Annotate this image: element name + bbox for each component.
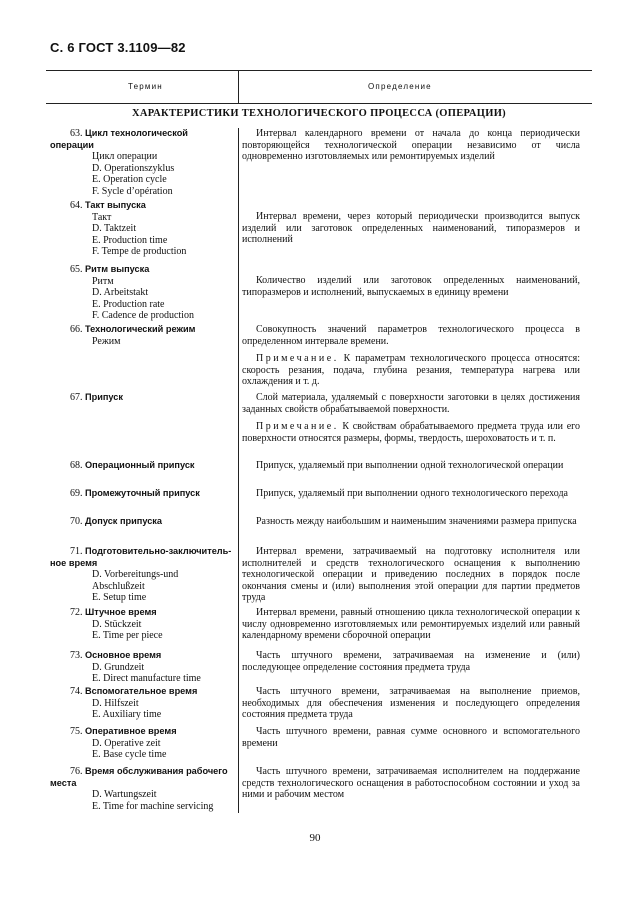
term-name: Припуск bbox=[85, 392, 124, 402]
term-english: E. Production rate bbox=[92, 298, 165, 310]
definition-cell bbox=[242, 275, 580, 298]
definition-text: Разность между наибольшим и наименьшим значениями размера припуска bbox=[256, 516, 577, 527]
term-german: D. Taktzeit bbox=[92, 223, 137, 235]
definition-cell bbox=[242, 516, 580, 528]
term-english: E. Setup time bbox=[92, 592, 147, 604]
term-name: Цикл технологической bbox=[85, 128, 188, 138]
term-name: Операционный припуск bbox=[85, 460, 195, 470]
section-title: ХАРАКТЕРИСТИКИ ТЕХНОЛОГИЧЕСКОГО ПРОЦЕССА (ОПЕРАЦИИ) bbox=[132, 108, 506, 119]
definition-cell bbox=[242, 726, 580, 749]
definition-text: Количество изделий или заготовок определенных наименований, типоразмеров и исполнений, выпускаемых в единицу времени bbox=[242, 275, 580, 298]
term-name-cont: операции bbox=[50, 139, 94, 150]
definition-cell bbox=[242, 546, 580, 604]
term-english: E. Production time bbox=[92, 234, 168, 246]
term-number: 64. bbox=[70, 200, 83, 211]
term-cell bbox=[50, 488, 238, 500]
term-german: D. Operationszyklus bbox=[92, 162, 175, 174]
definition-cell bbox=[242, 128, 580, 163]
term-name: Технологический режим bbox=[85, 324, 196, 334]
definition-cell bbox=[242, 650, 580, 673]
definition-note bbox=[242, 421, 580, 444]
term-german: D. Wartungszeit bbox=[92, 789, 157, 801]
term-cell bbox=[50, 264, 238, 322]
term-name: Промежуточный припуск bbox=[85, 488, 200, 498]
term-german: D. Arbeitstakt bbox=[92, 287, 149, 299]
term-name-cont: места bbox=[50, 777, 77, 788]
term-cell bbox=[50, 726, 238, 761]
term-synonym: Цикл операции bbox=[92, 151, 158, 163]
definition-text: Припуск, удаляемый при выполнении одной технологической операции bbox=[256, 460, 564, 471]
term-cell bbox=[50, 392, 238, 404]
definition-text: Припуск, удаляемый при выполнении одного технологического перехода bbox=[256, 488, 568, 499]
term-number: 67. bbox=[70, 392, 83, 403]
definition-cell bbox=[242, 324, 580, 388]
term-english: E. Time per piece bbox=[92, 630, 163, 642]
column-header-term: Термин bbox=[128, 82, 163, 91]
term-german-cont: Abschlußzeit bbox=[92, 580, 145, 592]
term-english: E. Direct manufacture time bbox=[92, 673, 201, 685]
term-cell bbox=[50, 766, 238, 812]
page-number: 90 bbox=[309, 832, 321, 844]
note-label: Примечание. bbox=[256, 353, 339, 365]
term-number: 73. bbox=[70, 650, 83, 661]
definition-cell bbox=[242, 488, 580, 500]
term-cell bbox=[50, 686, 238, 721]
term-cell bbox=[50, 324, 238, 347]
term-synonym: Режим bbox=[92, 335, 121, 347]
term-cell bbox=[50, 607, 238, 642]
terms-table bbox=[46, 70, 592, 813]
term-number: 66. bbox=[70, 324, 83, 335]
term-synonym: Такт bbox=[92, 211, 112, 223]
definition-note bbox=[242, 353, 580, 388]
term-cell bbox=[50, 546, 238, 604]
definition-text: Интервал календарного времени от начала до конца периодически повторяющейся технологической операции независимо от числа одновременно изготовляемых или ремонтируемых изделий bbox=[242, 128, 580, 163]
term-number: 65. bbox=[70, 264, 83, 275]
note-text: К свойствам обрабатываемого предмета труда или его поверхности относятся размеры, формы, твердость, шероховатость и т. п. bbox=[242, 421, 580, 444]
header-bottom-border bbox=[46, 103, 592, 104]
term-english: E. Auxiliary time bbox=[92, 709, 162, 721]
table-top-border bbox=[46, 70, 592, 71]
definition-text: Интервал времени, равный отношению цикла технологической операции к числу одновременно изготовляемых или ремонтируемых изделий или равный календарному времени сборочной операции bbox=[242, 607, 580, 642]
term-german: D. Grundzeit bbox=[92, 661, 145, 673]
definition-text: Часть штучного времени, затрачиваемая на изменение и (или) последующее определение состояния предмета труда bbox=[242, 650, 580, 673]
definition-cell bbox=[242, 766, 580, 801]
term-french: F. Sycle d’opération bbox=[92, 185, 173, 197]
term-german: D. Operative zeit bbox=[92, 737, 161, 749]
term-name: Время обслуживания рабочего bbox=[85, 766, 228, 776]
term-number: 63. bbox=[70, 128, 83, 139]
term-name: Вспомогательное время bbox=[85, 686, 198, 696]
definition-cell bbox=[242, 392, 580, 444]
term-english: E. Base cycle time bbox=[92, 749, 167, 761]
term-number: 74. bbox=[70, 686, 83, 697]
term-name-cont: ное время bbox=[50, 557, 98, 568]
page-header: С. 6 ГОСТ 3.1109—82 bbox=[50, 40, 186, 55]
definition-cell bbox=[242, 686, 580, 721]
term-cell bbox=[50, 200, 238, 258]
term-german: D. Stückzeit bbox=[92, 618, 142, 630]
term-name: Штучное время bbox=[85, 607, 157, 617]
term-synonym: Ритм bbox=[92, 275, 114, 287]
term-name: Основное время bbox=[85, 650, 162, 660]
definition-text: Слой материала, удаляемый с поверхности заготовки в целях достижения заданных свойств обрабатываемой поверхности. bbox=[242, 392, 580, 415]
definition-cell bbox=[242, 607, 580, 642]
definition-text: Совокупность значений параметров технологического процесса в определенном интервале времени. bbox=[242, 324, 580, 347]
term-number: 69. bbox=[70, 488, 83, 499]
definition-text: Интервал времени, через который периодически производится выпуск изделий или заготовок определенных наименований, типоразмеров и исполнений bbox=[242, 211, 580, 246]
term-name: Допуск припуска bbox=[85, 516, 163, 526]
note-label: Примечание. bbox=[256, 421, 339, 433]
term-number: 75. bbox=[70, 726, 83, 737]
term-name: Такт выпуска bbox=[85, 200, 146, 210]
term-cell bbox=[50, 516, 238, 528]
term-number: 70. bbox=[70, 516, 83, 527]
term-name: Оперативное время bbox=[85, 726, 177, 736]
term-name: Ритм выпуска bbox=[85, 264, 150, 274]
definition-cell bbox=[242, 460, 580, 472]
term-french: F. Cadence de production bbox=[92, 310, 194, 322]
term-cell bbox=[50, 128, 238, 198]
column-header-definition: Определение bbox=[368, 82, 432, 91]
definition-text: Интервал времени, затрачиваемый на подготовку исполнителя или исполнителей и средств технологического оснащения к выполнению технологической операции и приведению последних в порядок после окончания смены и (или) выполнения этой операции для партии предметов труда bbox=[242, 546, 580, 604]
term-cell bbox=[50, 650, 238, 685]
column-divider bbox=[238, 128, 239, 813]
term-number: 68. bbox=[70, 460, 83, 471]
term-french: F. Tempe de production bbox=[92, 246, 187, 258]
term-number: 71. bbox=[70, 546, 83, 557]
term-german: D. Vorbereitungs-und bbox=[92, 569, 179, 581]
term-number: 76. bbox=[70, 766, 83, 777]
definition-text: Часть штучного времени, затрачиваемая исполнителем на поддержание средств технологического оснащения в работоспособном состоянии и уход за ними и рабочим местом bbox=[242, 766, 580, 801]
definition-text: Часть штучного времени, затрачиваемая на выполнение приемов, необходимых для обеспечения изменения и последующего определения состояния предмета труда bbox=[242, 686, 580, 721]
term-english: E. Time for machine servicing bbox=[92, 800, 214, 812]
definition-cell bbox=[242, 211, 580, 246]
term-cell bbox=[50, 460, 238, 472]
term-german: D. Hilfszeit bbox=[92, 697, 139, 709]
note-text: К параметрам технологического процесса относятся: скорость резания, подача, глубина резания, температура нагрева или охлаждения и т. д. bbox=[242, 353, 580, 388]
column-divider-header bbox=[238, 70, 239, 103]
term-number: 72. bbox=[70, 607, 83, 618]
definition-text: Часть штучного времени, равная сумме основного и вспомогательного времени bbox=[242, 726, 580, 749]
term-english: E. Operation cycle bbox=[92, 174, 167, 186]
term-name: Подготовительно-заключитель- bbox=[85, 546, 232, 556]
